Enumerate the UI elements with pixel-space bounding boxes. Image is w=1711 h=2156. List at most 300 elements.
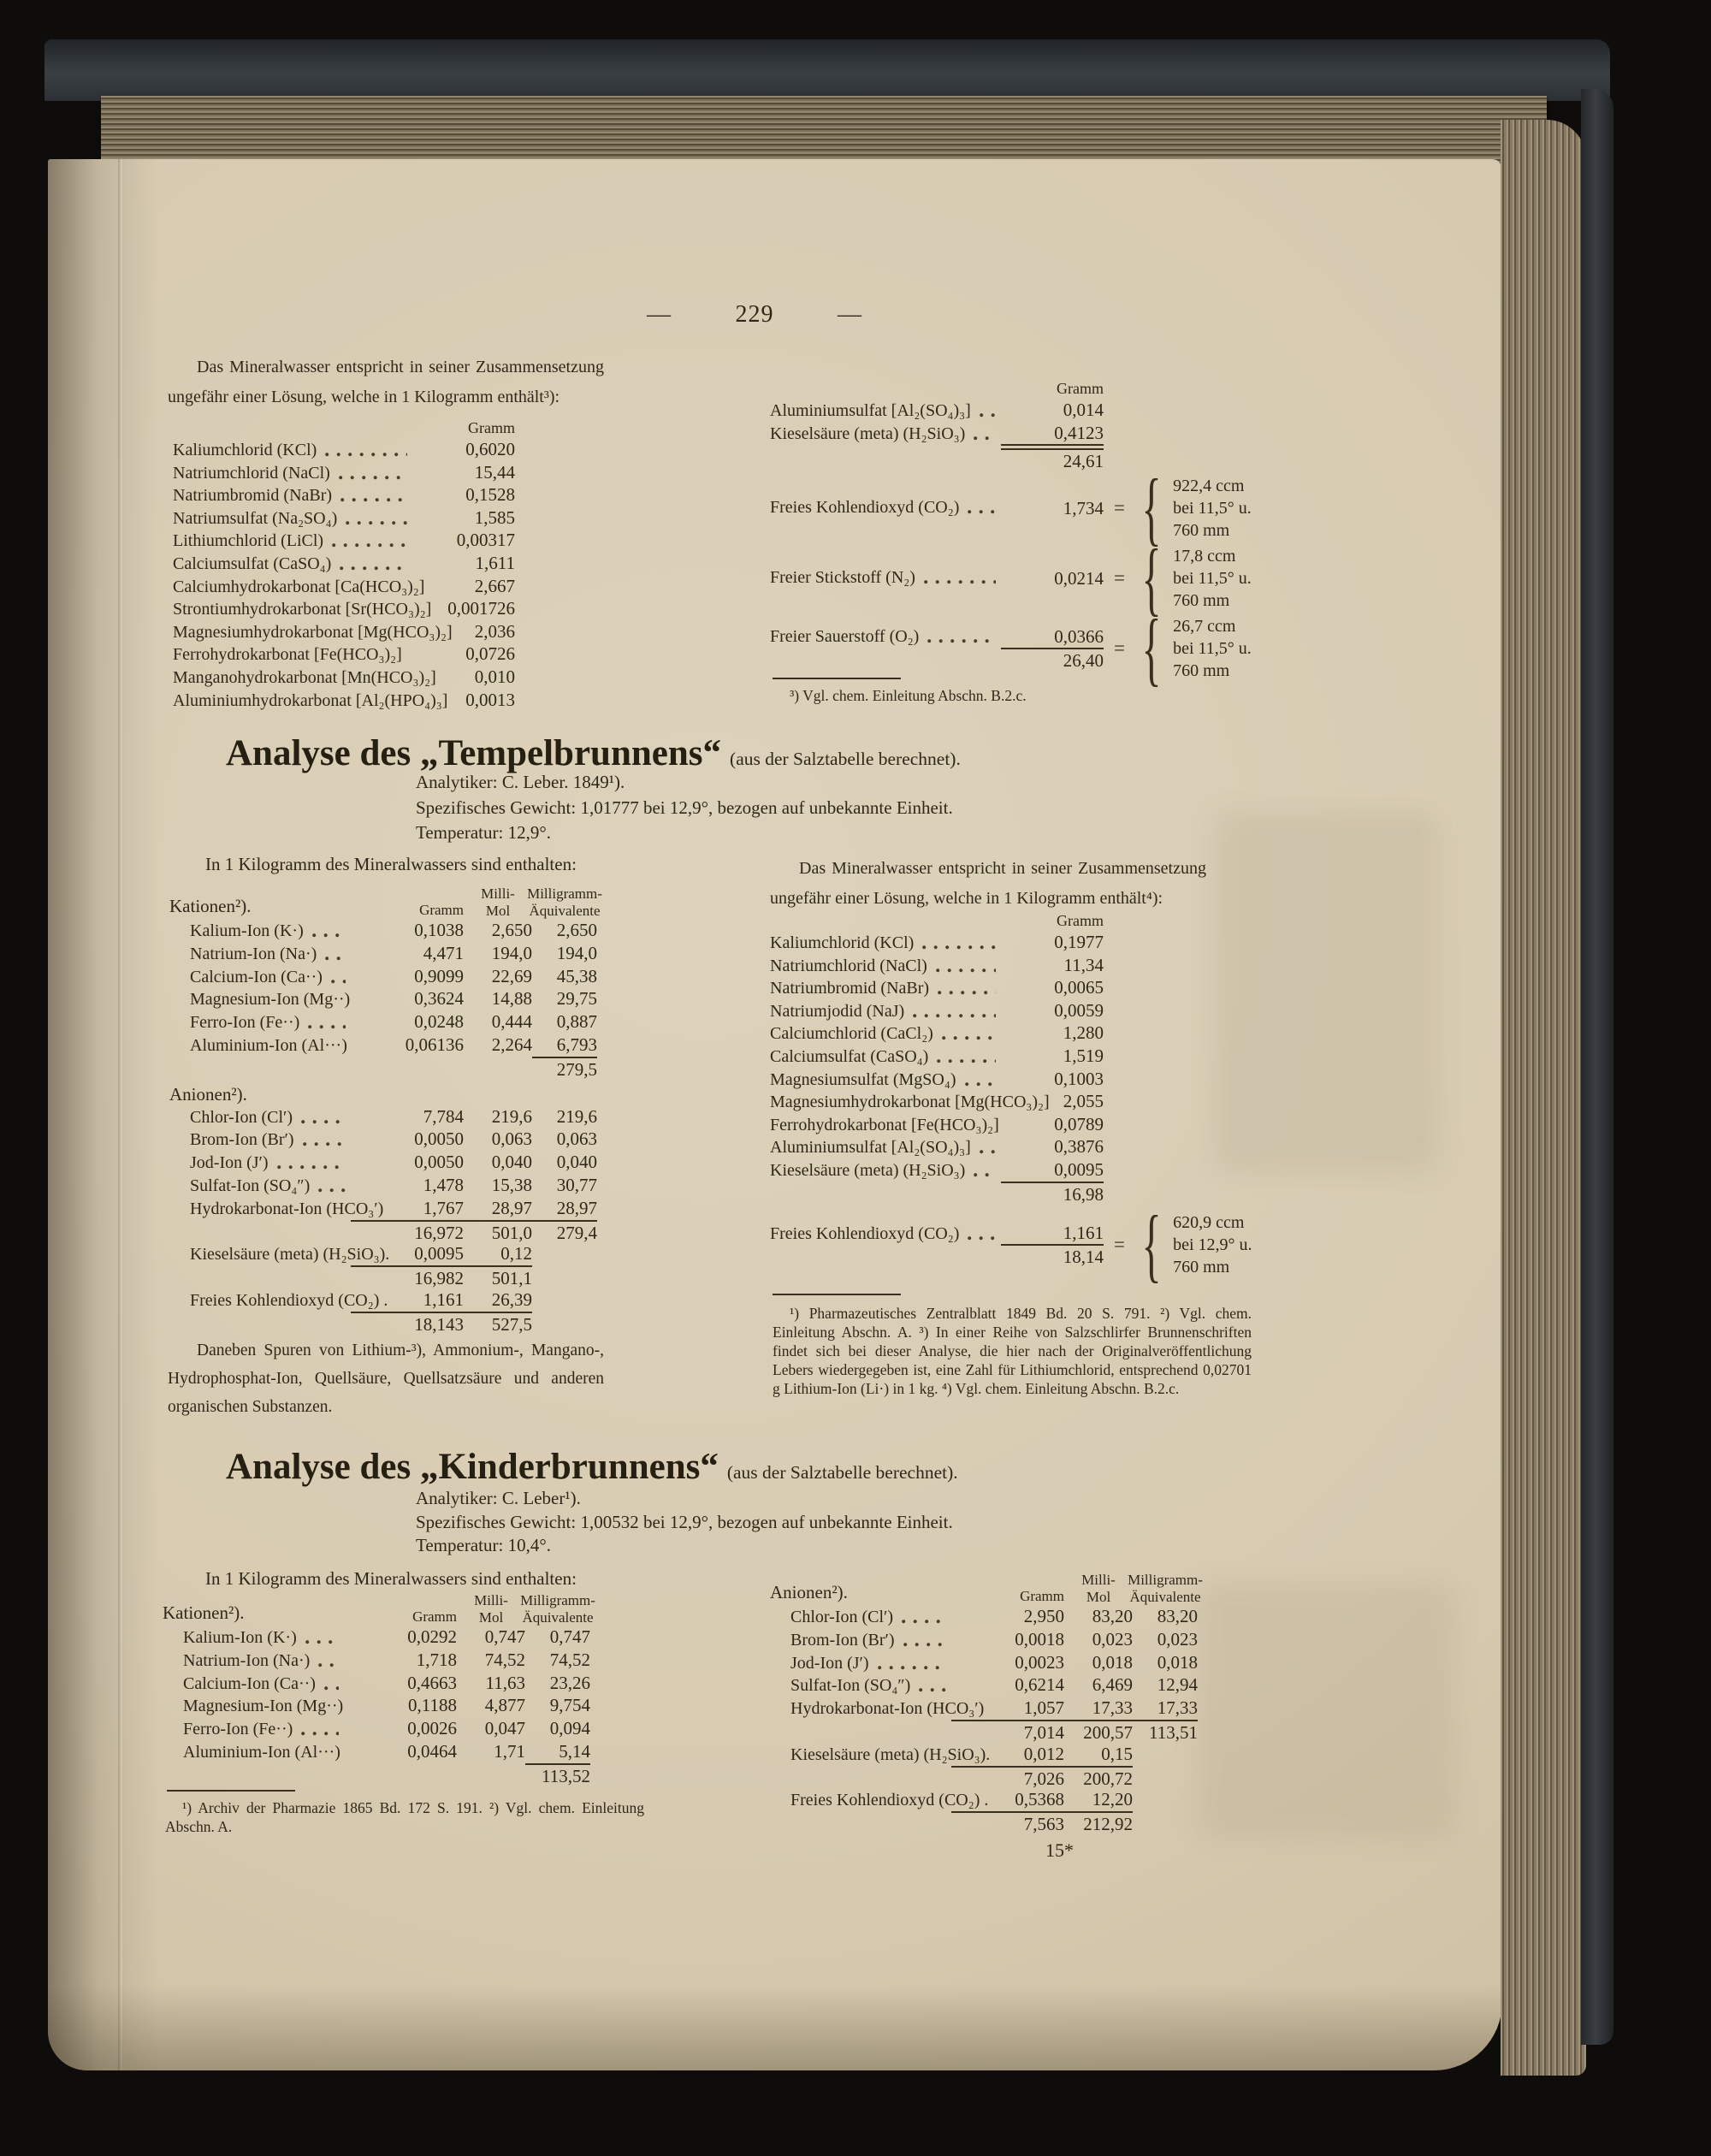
gramm-value: 1,478 — [423, 1174, 464, 1195]
label-area — [169, 1290, 388, 1311]
label-area — [173, 464, 412, 483]
label-area — [169, 1176, 351, 1196]
value-stack — [412, 461, 515, 483]
col-header-gramm: Gramm — [419, 902, 464, 918]
gramm-value: 2,667 — [474, 575, 515, 596]
mg-aequivalente-value: 29,75 — [556, 988, 597, 1010]
table-row — [169, 1034, 597, 1057]
value-stack — [412, 643, 515, 665]
table-row — [163, 1694, 590, 1717]
label-area — [770, 1224, 1001, 1244]
ion-label: Freies Kohlendioxyd (CO₂) . — [790, 1791, 989, 1810]
millimol-value: 0,063 — [491, 1128, 532, 1150]
table-row — [163, 1626, 590, 1649]
tempelbrunnen-title — [226, 732, 961, 774]
millimol-value: 0,040 — [491, 1152, 532, 1173]
table-row — [163, 1717, 590, 1740]
mg-aequivalente-value: 0,018 — [1157, 1651, 1198, 1673]
value-stack — [1001, 1135, 1104, 1158]
table-row — [169, 1242, 597, 1265]
mg-aequivalente-value: 219,6 — [556, 1105, 597, 1127]
gramm-value: 0,00317 — [456, 530, 515, 551]
table-row — [163, 1672, 590, 1695]
ion-label: Kalium-Ion (K·) — [183, 1628, 297, 1647]
table-row — [169, 1128, 597, 1151]
dot-leader — [323, 947, 346, 961]
col-header-line: Milli- — [474, 1592, 508, 1608]
dot-leader — [329, 970, 346, 984]
page-number-header — [647, 301, 862, 329]
mg-aequivalente-value: 9,754 — [549, 1695, 590, 1716]
label-area — [169, 945, 351, 964]
value-stack — [1001, 931, 1104, 953]
gramm-value: 0,0248 — [414, 1011, 464, 1033]
mg-aequivalente-value: 45,38 — [556, 965, 597, 986]
dot-leader — [301, 1133, 346, 1146]
ion-table-rows — [770, 1605, 1198, 1834]
millimol-value: 6,469 — [1092, 1674, 1133, 1696]
gas-volume-line: 760 mm — [1173, 520, 1230, 540]
list-row — [770, 1158, 1104, 1182]
table-row — [169, 965, 597, 988]
temperature-line: Temperatur: 12,9°. — [416, 822, 551, 843]
equals-sign: = — [1114, 496, 1125, 518]
ion-label: Aluminium-Ion (Al···) — [183, 1742, 340, 1762]
gas-volume-line: bei 12,9° u. — [1173, 1235, 1252, 1255]
footnote-rule — [167, 1790, 295, 1792]
gramm-value: 0,0726 — [465, 643, 515, 665]
header-dash: — — [838, 301, 862, 328]
value-stack — [412, 597, 515, 619]
mg-aequivalente-value: 0,040 — [556, 1152, 597, 1173]
ion-label: Sulfat-Ion (SO₄″) — [190, 1176, 311, 1195]
dot-leader — [338, 557, 407, 571]
dot-leader — [317, 1654, 339, 1667]
gramm-column-header: Gramm — [1057, 912, 1104, 929]
mg-aequivalente-value: 194,0 — [556, 942, 597, 963]
mg-aequivalente-value: 113,51 — [1133, 1720, 1198, 1744]
ion-label: Chlor-Ion (Cl′) — [790, 1608, 894, 1626]
list-row — [770, 422, 1104, 445]
label-area — [163, 1720, 344, 1739]
mg-aequivalente-value: 0,094 — [549, 1718, 590, 1739]
gramm-value: 16,982 — [351, 1265, 464, 1289]
label-area — [770, 957, 1001, 976]
value-stack — [1001, 497, 1104, 519]
mg-aequivalente-value: 2,650 — [556, 920, 597, 940]
dot-leader — [917, 1679, 946, 1692]
millimol-value: 2,264 — [491, 1034, 532, 1055]
gas-volume-note — [1173, 1211, 1252, 1278]
label-area — [173, 509, 412, 529]
table-row — [770, 1651, 1198, 1674]
gas-volume-line: 760 mm — [1173, 1258, 1230, 1277]
ion-label: Sulfat-Ion (SO₄″) — [790, 1676, 911, 1696]
dot-leader — [922, 571, 996, 584]
dot-leader — [966, 500, 996, 514]
list-row — [770, 931, 1104, 954]
millimol-value: 0,018 — [1092, 1651, 1133, 1673]
ion-label: Magnesium-Ion (Mg··) — [183, 1697, 344, 1716]
table-row — [169, 1010, 597, 1034]
label-area — [169, 990, 351, 1010]
label-area — [169, 921, 351, 941]
table-row — [770, 1697, 1198, 1720]
gramm-value: 24,61 — [1001, 444, 1104, 472]
millimol-value: 17,33 — [1092, 1697, 1133, 1719]
label-area — [163, 1697, 344, 1716]
ion-label: Calcium-Ion (Ca··) — [190, 967, 323, 986]
mg-aequivalente-value: 12,94 — [1157, 1674, 1198, 1696]
gramm-value: 2,950 — [1023, 1606, 1064, 1626]
millimol-value: 83,20 — [1092, 1606, 1133, 1626]
label-area — [163, 1743, 344, 1762]
table-row — [169, 987, 597, 1010]
label-area — [173, 531, 412, 551]
list-row — [173, 461, 515, 484]
dot-leader — [304, 1631, 339, 1644]
book-cover-right-edge — [1581, 89, 1613, 2045]
substance-label: Freier Stickstoff (N₂) — [770, 568, 915, 588]
equals-sign: = — [1114, 566, 1125, 589]
dot-leader — [921, 936, 996, 950]
substance-label: Natriumsulfat (Na₂SO₄) — [173, 508, 338, 528]
gramm-value: 0,1003 — [1054, 1068, 1104, 1089]
list-row — [770, 531, 1252, 624]
dot-leader — [323, 443, 407, 457]
label-area — [173, 441, 412, 460]
gramm-value: 16,972 — [351, 1220, 464, 1244]
dot-leader — [911, 1004, 996, 1018]
substance-label: Calciumhydrokarbonat [Ca(HCO₃)₂] — [173, 577, 425, 596]
millimol-value: 12,20 — [1092, 1789, 1133, 1810]
millimol-value: 527,5 — [464, 1312, 532, 1336]
list-row — [770, 399, 1104, 422]
gramm-value: 0,0366 — [1054, 625, 1104, 647]
dot-leader — [323, 1677, 339, 1691]
label-area — [770, 1699, 985, 1719]
value-stack — [1001, 1022, 1104, 1044]
bleed-through-smudge — [1198, 1583, 1454, 1839]
table-row — [169, 1105, 597, 1128]
col-header-line: Äquivalente — [529, 902, 601, 919]
label-area — [173, 577, 425, 597]
label-area — [770, 1744, 991, 1765]
dot-leader — [337, 466, 407, 480]
gramm-value: 1,718 — [416, 1649, 457, 1670]
value-stack — [1001, 1068, 1104, 1090]
prev-footnote: ³) Vgl. chem. Einleitung Abschn. B.2.c. — [790, 687, 1027, 704]
gas-volume-line: 760 mm — [1173, 660, 1230, 680]
label-area — [770, 1654, 951, 1673]
density-line: Spezifisches Gewicht: 1,01777 bei 12,9°, bezogen auf unbekannte Einheit. — [416, 797, 953, 818]
value-stack — [1001, 1182, 1104, 1205]
label-area — [770, 1047, 1001, 1067]
substance-label: Magnesiumsulfat (MgSO₄) — [770, 1069, 956, 1089]
label-area — [770, 568, 1001, 588]
dot-leader — [317, 1179, 346, 1193]
table-sum-row — [169, 1057, 597, 1080]
millimol-value: 4,877 — [484, 1695, 525, 1716]
millimol-value: 11,63 — [485, 1672, 525, 1693]
value-stack — [1001, 1045, 1104, 1067]
equals-sign: = — [1114, 1234, 1125, 1256]
col-header-line: Milligramm- — [520, 1592, 595, 1608]
footnote-rule — [773, 1294, 901, 1295]
gramm-value: 1,280 — [1063, 1022, 1104, 1044]
substance-label: Natriumchlorid (NaCl) — [173, 463, 330, 483]
gas-volume-note — [1173, 615, 1252, 682]
gramm-value: 0,010 — [474, 666, 515, 687]
table-row — [169, 1288, 597, 1312]
ion-label: Natrium-Ion (Na·) — [183, 1650, 311, 1670]
substance-label: Kieselsäure (meta) (H₂SiO₃) — [770, 424, 966, 443]
gramm-value: 2,036 — [474, 620, 515, 642]
gramm-value: 0,9099 — [414, 965, 464, 986]
label-area — [770, 1608, 951, 1627]
label-area — [770, 1024, 1001, 1044]
gramm-value: 0,06136 — [405, 1034, 464, 1055]
tb-footnotes: ¹) Pharmazeutisches Zentralblatt 1849 Bd. 20 S. 791. ²) Vgl. chem. Einleitung Abschn. A. ³) In einer Reihe von Salzschlirfer Brunnenschriften findet sich bei dieser Analyse, die hier nach der Originalveröffentlichung Lebers wiedergegeben ist, eine Zahl für Lithiumchlorid, entsprechend 0,02701 g Lithium-Ion (Li·) in 1 kg. ⁴) Vgl. chem. Einleitung Abschn. B.2.c. — [773, 1305, 1252, 1397]
kinderbrunnen-meta — [416, 1487, 953, 1558]
gramm-value: 0,0095 — [1054, 1158, 1104, 1180]
ion-table-header — [169, 880, 602, 919]
mg-aequivalente-value: 279,4 — [532, 1220, 597, 1244]
mg-aequivalente-value: 30,77 — [556, 1174, 597, 1195]
kb-footnote: ¹) Archiv der Pharmazie 1865 Bd. 172 S. 191. ²) Vgl. chem. Einleitung Abschn. A. — [165, 1799, 644, 1835]
label-area — [163, 1651, 344, 1671]
mg-aequivalente-value: 113,52 — [525, 1763, 590, 1787]
ion-label: Hydrokarbonat-Ion (HCO₃′) — [190, 1199, 384, 1218]
value-stack — [1001, 1113, 1104, 1135]
dot-leader — [934, 959, 996, 973]
mg-aequivalente-value: 28,97 — [556, 1197, 597, 1218]
millimol-value: 26,39 — [491, 1288, 532, 1310]
gramm-value: 1,161 — [1063, 1223, 1104, 1244]
mg-aequivalente-value: 23,26 — [549, 1672, 590, 1693]
gramm-value: 0,1528 — [465, 484, 515, 506]
gramm-value: 0,1038 — [414, 920, 464, 940]
label-area — [169, 968, 351, 987]
gramm-value: 4,471 — [423, 942, 464, 963]
group-label: Anionen²). — [169, 1083, 247, 1105]
list-row — [770, 976, 1104, 999]
gramm-value: 0,0050 — [414, 1128, 464, 1150]
millimol-value: 200,57 — [1064, 1720, 1133, 1744]
label-area — [770, 1116, 1001, 1135]
temperature-line: Temperatur: 10,4°. — [416, 1535, 551, 1555]
millimol-value: 0,023 — [1092, 1628, 1133, 1650]
millimol-value: 28,97 — [491, 1197, 532, 1218]
substance-label: Natriumjodid (NaJ) — [770, 1001, 905, 1021]
millimol-value: 501,0 — [464, 1220, 532, 1244]
gramm-value: 0,4123 — [1054, 422, 1104, 443]
value-stack — [1001, 976, 1104, 998]
tempelbrunnen-meta — [416, 770, 953, 846]
label-area — [770, 1070, 1001, 1090]
mg-aequivalente-value: 5,14 — [559, 1740, 590, 1762]
list-row — [173, 689, 515, 712]
gramm-value: 11,34 — [1063, 954, 1104, 975]
col-header-millimol — [464, 886, 532, 919]
page-crease — [118, 159, 123, 2070]
col-header-line: Milligramm- — [527, 886, 602, 902]
gas-volume-note — [1173, 475, 1252, 542]
kinderbrunnen-kationen-table — [163, 1586, 595, 1786]
dot-leader — [902, 1633, 946, 1647]
substance-label: Calciumsulfat (CaSO₄) — [173, 554, 332, 573]
value-stack — [1001, 625, 1104, 672]
gramm-value: 1,611 — [475, 552, 515, 573]
millimol-value: 219,6 — [491, 1105, 532, 1127]
label-area — [770, 627, 1001, 647]
millimol-value: 194,0 — [491, 942, 532, 963]
gas-volume-line: bei 11,5° u. — [1173, 568, 1252, 588]
millimol-value: 74,52 — [484, 1649, 525, 1670]
prev-right-salt-list — [770, 399, 1252, 694]
substance-label: Freier Sauerstoff (O₂) — [770, 627, 920, 647]
gramm-value: 0,6214 — [1015, 1674, 1064, 1696]
book-cover-top-edge — [44, 39, 1610, 101]
table-sum-row — [169, 1265, 597, 1288]
label-area — [169, 1013, 351, 1033]
list-row — [770, 601, 1252, 694]
gas-volume-line: 17,8 ccm — [1173, 546, 1236, 566]
value-stack — [1001, 1222, 1104, 1268]
fore-edge-page-stack — [1501, 120, 1586, 2076]
col-header-line: Mol — [485, 902, 511, 919]
group-label-kationen: Kationen²). — [169, 896, 252, 916]
density-line: Spezifisches Gewicht: 1,00532 bei 12,9°, bezogen auf unbekannte Einheit. — [416, 1511, 953, 1532]
col-header-mg-aequivalente — [1129, 1572, 1201, 1605]
list-row — [173, 552, 515, 575]
substance-label: Aluminiumsulfat [Al₂(SO₄)₃] — [770, 401, 971, 420]
ion-label: Brom-Ion (Br′) — [790, 1630, 895, 1650]
ion-label: Freies Kohlendioxyd (CO₂) . — [190, 1290, 388, 1310]
mg-aequivalente-value: 17,33 — [1157, 1697, 1198, 1719]
tb-left-intro: In 1 Kilogramm des Mineralwassers sind enthalten: — [205, 854, 577, 874]
gramm-value: 16,98 — [1001, 1182, 1104, 1205]
gramm-value: 0,0018 — [1015, 1628, 1064, 1650]
table-sum-row — [163, 1763, 590, 1786]
substance-label: Ferrohydrokarbonat [Fe(HCO₃)₂] — [173, 645, 402, 665]
page-stack-top-edge — [101, 96, 1547, 163]
gas-volume-line: bei 11,5° u. — [1173, 638, 1252, 658]
label-area — [169, 1130, 351, 1150]
gramm-value: 0,0013 — [465, 689, 515, 710]
value-stack — [412, 552, 515, 574]
dot-leader — [972, 427, 996, 441]
section-title-text: Analyse des „Kinderbrunnens“ — [226, 1447, 719, 1487]
value-stack — [412, 438, 515, 460]
substance-label: Aluminiumsulfat [Al₂(SO₄)₃] — [770, 1138, 971, 1158]
col-header-gramm: Gramm — [1020, 1588, 1064, 1604]
list-row — [173, 529, 515, 552]
mg-aequivalente-value: 83,20 — [1157, 1606, 1198, 1626]
substance-label: Natriumbromid (NaBr) — [173, 486, 333, 506]
mg-aequivalente-value: 0,887 — [556, 1011, 597, 1033]
dot-leader — [876, 1656, 946, 1670]
value-stack — [412, 689, 515, 711]
substance-label: Freies Kohlendioxyd (CO₂) — [770, 1223, 960, 1243]
ion-label: Hydrokarbonat-Ion (HCO₃′) — [790, 1699, 985, 1719]
value-stack — [412, 666, 515, 688]
col-header-mg-aequivalente — [522, 1592, 594, 1626]
millimol-value: 0,047 — [484, 1718, 525, 1739]
col-header-millimol — [457, 1592, 525, 1626]
millimol-value: 2,650 — [491, 920, 532, 940]
label-area — [169, 1153, 351, 1173]
table-row — [169, 1174, 597, 1197]
substance-label: Natriumchlorid (NaCl) — [770, 956, 927, 975]
brace: { — [1141, 601, 1162, 694]
table-row — [169, 1151, 597, 1174]
list-row — [173, 506, 515, 530]
brace: { — [1141, 531, 1162, 624]
dot-leader — [339, 489, 407, 502]
footnote-rule — [773, 678, 901, 679]
value-stack — [412, 575, 515, 597]
col-header-line: Äquivalente — [522, 1608, 594, 1626]
gramm-value: 1,734 — [1063, 497, 1104, 518]
gramm-value: 0,0023 — [1015, 1651, 1064, 1673]
substance-label: Freies Kohlendioxyd (CO₂) — [770, 498, 960, 518]
value-stack — [1001, 567, 1104, 589]
ion-label: Ferro-Ion (Fe··) — [190, 1013, 300, 1033]
col-header-millimol — [1064, 1572, 1133, 1605]
prev-analysis-intro: Das Mineralwasser entspricht in seiner Zusammensetzung ungefähr einer Lösung, welche in 1 Kilogramm enthält³): — [168, 358, 604, 406]
gramm-value: 15,44 — [474, 461, 515, 483]
gramm-value: 7,026 — [951, 1766, 1064, 1790]
gramm-value: 0,0026 — [407, 1718, 457, 1739]
gramm-value: 1,161 — [423, 1288, 464, 1310]
gas-volume-line: bei 11,5° u. — [1173, 498, 1252, 518]
sum-value: 26,40 — [1001, 648, 1104, 672]
gramm-value: 0,4663 — [407, 1672, 457, 1693]
ion-label: Kieselsäure (meta) (H₂SiO₃). — [790, 1744, 991, 1764]
ion-table-rows — [169, 919, 597, 1335]
list-row — [173, 575, 515, 598]
list-row — [770, 1113, 1104, 1136]
label-area — [173, 622, 453, 643]
gramm-value: 0,0050 — [414, 1152, 464, 1173]
list-row — [770, 1135, 1104, 1158]
label-area — [770, 933, 1001, 953]
label-area — [173, 667, 436, 688]
label-area — [173, 554, 412, 574]
gramm-value: 7,014 — [951, 1720, 1064, 1744]
kinderbrunnen-title — [226, 1446, 958, 1488]
millimol-value: 22,69 — [491, 965, 532, 986]
gramm-value: 0,3876 — [1054, 1136, 1104, 1158]
millimol-value: 0,12 — [500, 1243, 532, 1265]
col-header-line: Äquivalente — [1129, 1588, 1201, 1605]
table-sum-row — [770, 1811, 1198, 1834]
list-row — [173, 643, 515, 666]
millimol-value: 15,38 — [491, 1174, 532, 1195]
value-stack — [1001, 999, 1104, 1022]
col-header-line: Milligramm- — [1128, 1572, 1203, 1588]
col-header-line: Milli- — [481, 886, 515, 902]
ion-label: Chlor-Ion (Cl′) — [190, 1107, 293, 1127]
group-label-anionen: Anionen²). — [770, 1582, 848, 1602]
label-area — [770, 1631, 951, 1650]
dot-leader — [940, 1027, 996, 1040]
substance-label: Lithiumchlorid (LiCl) — [173, 531, 324, 551]
ion-label: Magnesium-Ion (Mg··) — [190, 990, 351, 1010]
table-row — [770, 1628, 1198, 1651]
table-sum-row — [770, 1720, 1198, 1743]
